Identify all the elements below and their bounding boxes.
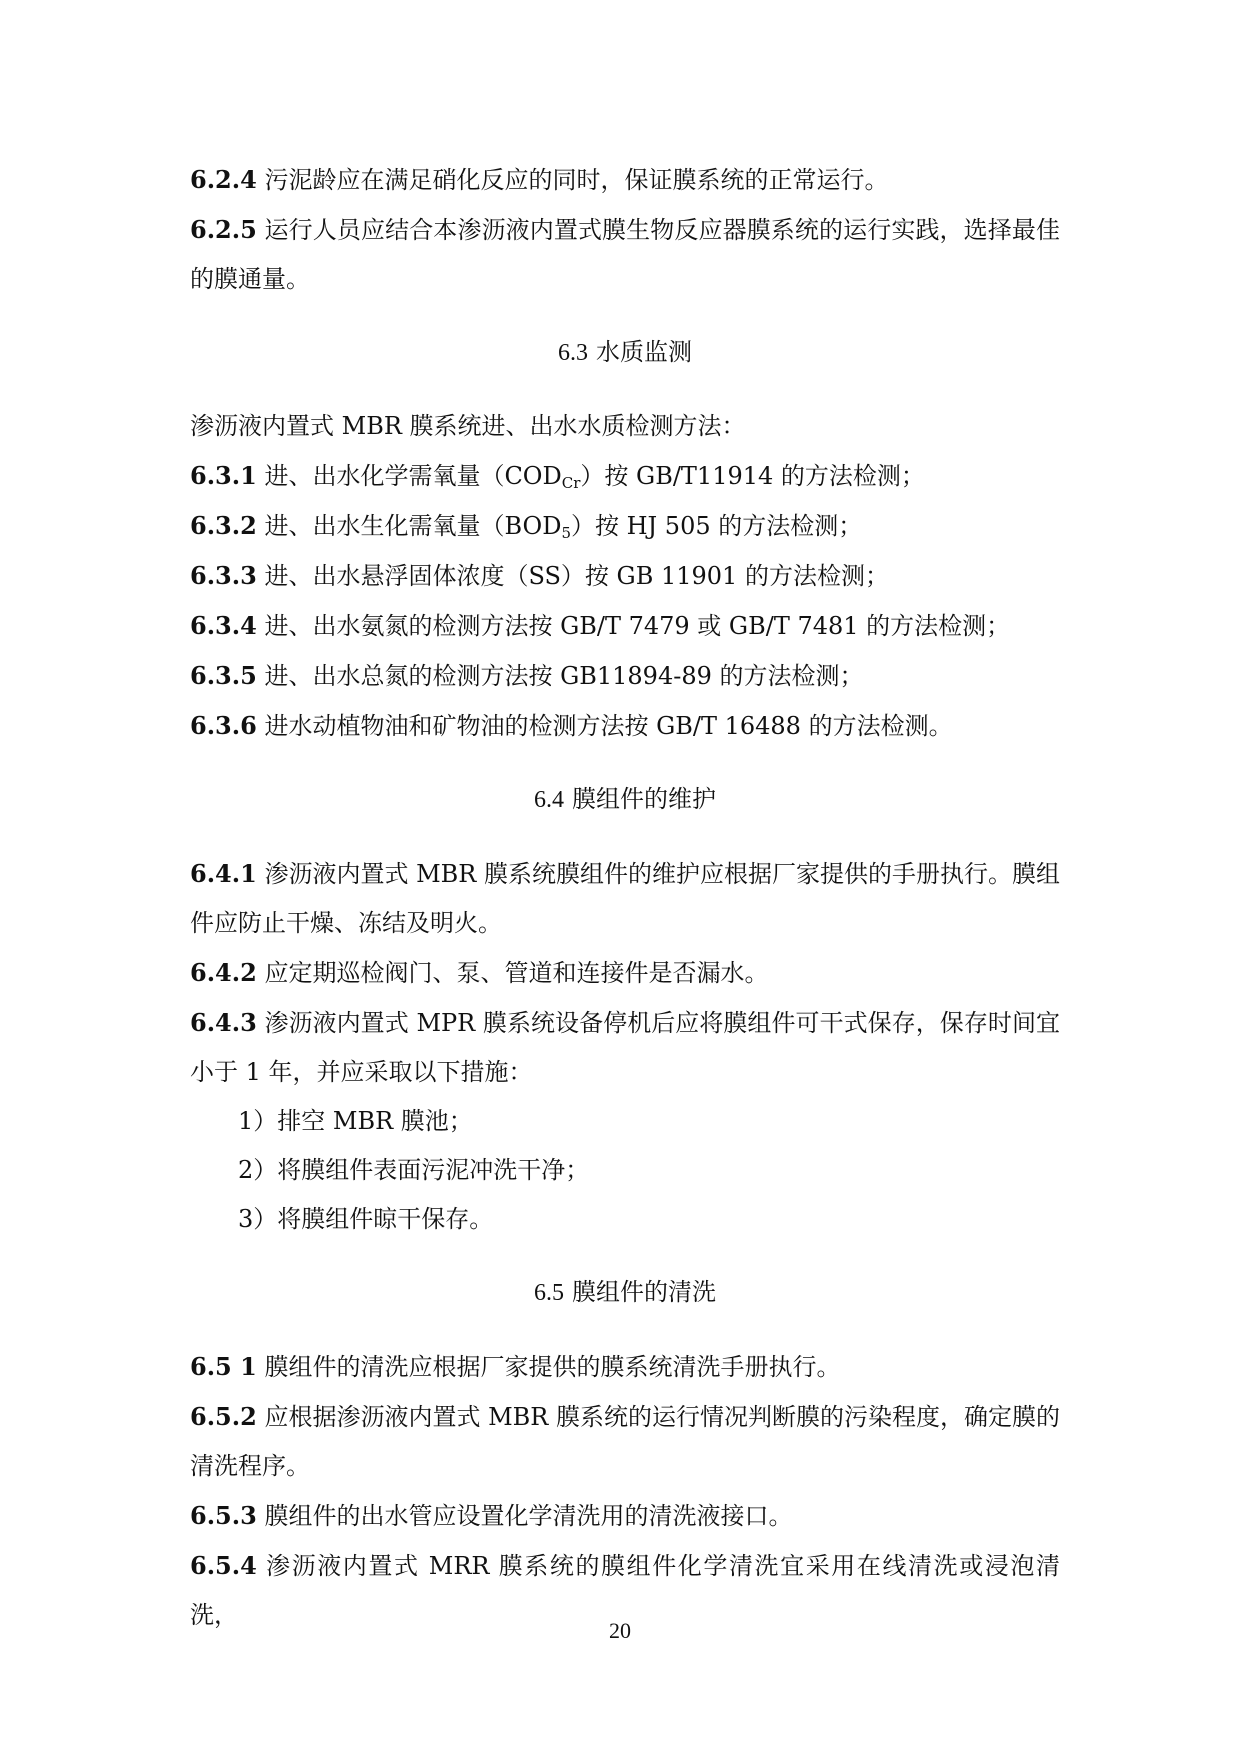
paragraph-6-3-3 — [190, 551, 1060, 601]
list-item: 3）将膜组件晾干保存。 — [238, 1205, 494, 1233]
paragraph-6-3-1 — [190, 451, 1060, 501]
clause-number: 6.5.3 — [190, 1501, 257, 1530]
clause-text: 渗沥液内置式 MPR 膜系统设备停机后应将膜组件可干式保存，保存时间宜小于 1 年，并应采取以下措施： — [190, 1009, 1060, 1086]
paragraph-6-5-2 — [190, 1392, 1060, 1491]
clause-text: 渗沥液内置式 MBR 膜系统膜组件的维护应根据厂家提供的手册执行。膜组件应防止干燥、冻结及明火。 — [190, 860, 1060, 937]
paragraph-6-3-2 — [190, 501, 1060, 551]
clause-number: 6.3.4 — [190, 611, 257, 640]
clause-text: 进、出水悬浮固体浓度（SS）按 GB 11901 的方法检测； — [256, 562, 889, 590]
subscript: Cr — [561, 474, 581, 492]
section-title: 膜组件的清洗 — [572, 1278, 716, 1306]
paragraph-6-2-4 — [190, 155, 1060, 205]
paragraph-6-3-4 — [190, 601, 1060, 651]
section-heading-6-3 — [190, 328, 1060, 378]
list-item: 2）将膜组件表面污泥冲洗干净； — [238, 1156, 590, 1184]
clause-number: 6.3.6 — [190, 711, 257, 740]
paragraph-6-3-5 — [190, 651, 1060, 701]
subscript: 5 — [561, 524, 571, 542]
clause-text: 运行人员应结合本渗沥液内置式膜生物反应器膜系统的运行实践，选择最佳的膜通量。 — [190, 216, 1060, 293]
clause-text: 进、出水总氮的检测方法按 GB11894-89 的方法检测； — [256, 662, 864, 690]
page-number: 20 — [609, 1618, 631, 1643]
clause-text: 应定期巡检阀门、泵、管道和连接件是否漏水。 — [256, 959, 769, 987]
paragraph-6-2-5 — [190, 205, 1060, 304]
paragraph-6-5-1 — [190, 1342, 1060, 1392]
clause-text: 进、出水化学需氧量（COD — [256, 462, 562, 490]
paragraph-6-4-1 — [190, 849, 1060, 948]
clause-number: 6.3.2 — [190, 511, 257, 540]
clause-number: 6.4.3 — [190, 1008, 257, 1037]
clause-text: 进、出水氨氮的检测方法按 GB/T 7479 或 GB/T 7481 的方法检测； — [256, 612, 1011, 640]
section-number: 6.4 — [534, 787, 564, 813]
list-item: 1）排空 MBR 膜池； — [238, 1107, 473, 1135]
clause-number: 6.5.4 — [190, 1551, 257, 1580]
clause-text: 进水动植物油和矿物油的检测方法按 GB/T 16488 的方法检测。 — [256, 712, 953, 740]
clause-number: 6.4.1 — [190, 859, 257, 888]
clause-text-tail: ）按 HJ 505 的方法检测； — [571, 512, 863, 540]
section-number: 6.3 — [558, 340, 588, 366]
paragraph-6-3-6 — [190, 701, 1060, 751]
section-number: 6.5 — [534, 1280, 564, 1306]
clause-number: 6.3.3 — [190, 561, 257, 590]
clause-number: 6.2.5 — [190, 215, 257, 244]
clause-text-tail: ）按 GB/T11914 的方法检测； — [580, 462, 925, 490]
section-title: 水质监测 — [596, 338, 692, 366]
section-intro: 渗沥液内置式 MBR 膜系统进、出水水质检测方法： — [190, 412, 746, 440]
section-heading-6-5 — [190, 1268, 1060, 1318]
page-content — [190, 155, 1060, 1640]
clause-number: 6.3.5 — [190, 661, 257, 690]
clause-number: 6.4.2 — [190, 958, 257, 987]
clause-number: 6.5.2 — [190, 1402, 257, 1431]
clause-text: 污泥龄应在满足硝化反应的同时，保证膜系统的正常运行。 — [256, 166, 889, 194]
clause-text: 膜组件的清洗应根据厂家提供的膜系统清洗手册执行。 — [256, 1353, 841, 1381]
section-title: 膜组件的维护 — [572, 785, 716, 813]
clause-number: 6.3.1 — [190, 461, 257, 490]
paragraph-6-4-3 — [190, 998, 1060, 1097]
paragraph-6-5-3 — [190, 1491, 1060, 1541]
clause-text: 渗沥液内置式 MRR 膜系统的膜组件化学清洗宜采用在线清洗或浸泡清洗， — [190, 1552, 1060, 1629]
clause-text: 进、出水生化需氧量（BOD — [256, 512, 562, 540]
section-heading-6-4 — [190, 775, 1060, 825]
paragraph-6-4-2 — [190, 948, 1060, 998]
clause-number: 6.2.4 — [190, 165, 257, 194]
clause-number: 6.5 1 — [190, 1352, 257, 1381]
clause-text: 应根据渗沥液内置式 MBR 膜系统的运行情况判断膜的污染程度，确定膜的清洗程序。 — [190, 1403, 1060, 1480]
clause-text: 膜组件的出水管应设置化学清洗用的清洗液接口。 — [256, 1502, 793, 1530]
